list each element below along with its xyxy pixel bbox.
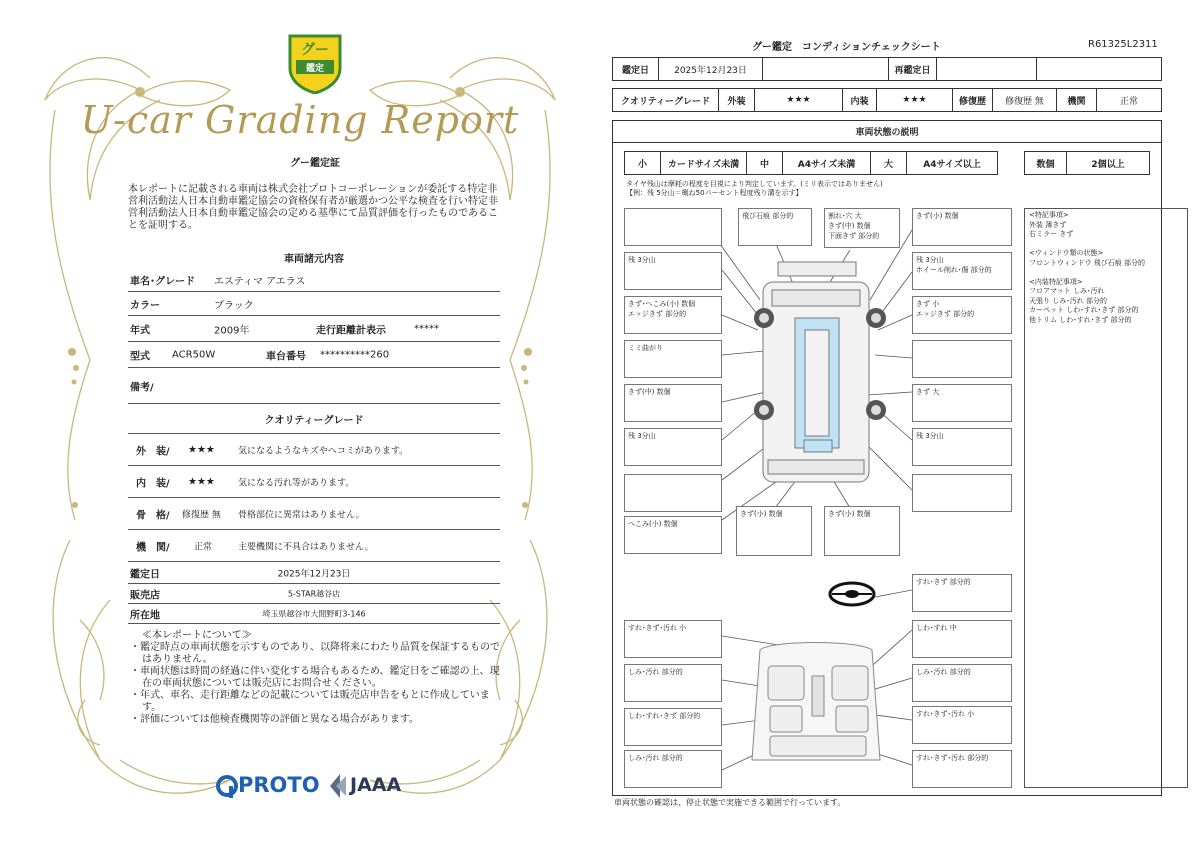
note-item: ・鑑定時点の車両状態を示すものであり、以降将来にわたり品質を保証するものではありません。 [130,642,500,665]
grade-row-engine [128,530,500,562]
engine-label: 機関 [1057,89,1097,111]
year-value: 2009年 [214,325,250,336]
repair-value: 修復歴 無 [993,89,1057,111]
exterior-label-box: きず･へこみ(小) 数個 エッジきず 部分的 [624,296,722,334]
exterior-label-box: へこみ(小) 数個 [624,516,722,554]
exterior-label-box: きず(小) 数個 [824,506,900,556]
exterior-text: 気になるようなキズやヘコミがあります。 [238,446,409,456]
date-row [128,562,500,584]
name-label: 車名･グレード [130,276,195,287]
size-large-desc: A4サイズ以上 [923,159,981,170]
grade-row-frame [128,498,500,530]
quality-title: クオリティーグレード [264,415,364,426]
exterior-label-box: きず(小) 数個 [912,208,1012,246]
interior-text: 気になる汚れ等があります。 [238,478,355,488]
count-label: 数個 [1025,152,1067,174]
svg-text:グー: グー [301,42,329,58]
footer-logos [216,772,416,800]
side-note-line: 他トリム しわ･すれ･きず 部分的 [1029,315,1132,324]
goo-kantei-badge-icon [286,30,344,94]
spec-row-name [128,268,500,292]
spec-row-color [128,292,500,316]
interior-stars: ★★★ [188,476,215,487]
engine-text: 主要機関に不具合はありません。 [238,542,374,552]
spec-row-model [128,342,500,368]
size-mid: 中 [747,152,783,174]
tire-note: タイヤ残山は摩耗の程度を目視により判定しています。(ミリ表示ではありません) [626,180,883,188]
sheet-date-value: 2025年12月23日 [659,58,763,80]
size-small: 小 [625,152,661,174]
exterior-label-box: 残 3分山 [912,428,1012,466]
mileage-value: ***** [414,323,439,334]
side-note-line: 右ミラー きず [1029,230,1074,238]
sheet-id: R61325L2311 [1088,39,1158,50]
jaaa-logo-text: JAAA [350,774,402,796]
notes-title: ≪本レポートについて≫ [142,630,252,641]
interior-label-box: しみ･汚れ 部分的 [912,664,1012,702]
proto-logo-icon [216,774,238,798]
frame-text: 骨格部位に異常はありません。 [238,510,365,520]
grade-row-interior [128,466,500,498]
side-note-line: <内装特記事項> [1029,277,1083,286]
interior-label-box: すれ･きず 部分的 [912,574,1012,612]
exterior-label-box: きず(小) 数個 [736,506,812,556]
proto-logo-text: PROTO [238,773,320,797]
special-notes-panel [1024,208,1188,788]
date-value: 2025年12月23日 [277,569,351,579]
certificate-title: グー鑑定証 [290,158,340,169]
jaaa-logo-icon [328,772,348,800]
exterior-label-box: ミミ曲がり [624,340,722,378]
exterior-label-box [624,208,722,246]
exterior-label-box [912,340,1012,378]
spec-row-remarks [128,368,500,404]
address-value: 埼玉県越谷市大間野町3-146 [262,609,366,618]
engine-label: 機 関/ [136,542,170,553]
model-label: 型式 [130,351,150,362]
steering-wheel-icon [830,583,874,605]
interior-stars: ★★★ [877,89,953,111]
sheet-title: グー鑑定 コンディションチェックシート [752,42,941,53]
sheet-date-label: 鑑定日 [613,58,659,80]
chassis-label: 車台番号 [266,351,306,362]
count-desc: 2個以上 [1091,159,1125,170]
name-value: エスティマ アエラス [214,276,306,287]
exterior-label-box: きず(中) 数個 [624,384,722,422]
dealer-value: 5-STAR越谷店 [287,589,341,598]
interior-label-box: しわ･すれ 中 [912,620,1012,658]
interior-label: 内装 [843,89,877,111]
exterior-label-box [624,474,722,512]
section-title: 車両状態の説明 [613,121,1161,143]
interior-label-box: すれ･きず･汚れ 小 [912,706,1012,744]
spec-row-year [128,316,500,342]
spec-table [128,268,500,624]
side-note-line [1029,268,1183,278]
exterior-label-box: 残 3分山 [624,428,722,466]
tire-example: 【例：残 5分山＝概ね50パーセント程度残り溝を示す】 [626,189,803,197]
report-notes [130,630,500,726]
sheet-footer-note: 車両状態の確認は、停止状態で実施できる範囲で行っています。 [614,798,846,807]
interior-label: 内 装/ [136,478,170,489]
exterior-label-box: 飛び石痕 部分的 [738,208,812,246]
exterior-label-box: 残 3分山 [624,252,722,290]
side-note-line: フロアマット しみ･汚れ [1029,287,1105,295]
side-note-line: 天張り しみ･汚れ 部分的 [1029,296,1107,305]
size-small-desc: カードサイズ未満 [661,152,747,174]
exterior-stars: ★★★ [188,444,215,455]
dealer-row [128,584,500,604]
side-note-line: <ウィンドウ類の状態> [1029,249,1104,257]
report-script-title: U-car Grading Report [80,98,520,142]
size-mid-desc: A4サイズ未満 [783,152,871,174]
engine-value: 正常 [1119,96,1138,107]
repair-label: 修復歴 [953,89,993,111]
model-value: ACR50W [172,349,216,360]
quality-label: クオリティーグレード [613,89,719,111]
exterior-label-box: 割れ･穴 大 きず(中) 数個 下面きず 部分的 [824,208,900,248]
exterior-label: 外 装/ [136,446,170,457]
engine-value: 正常 [194,542,213,552]
interior-label-box: すれ･きず･汚れ 部分的 [912,750,1012,788]
svg-text:鑑定: 鑑定 [305,64,325,74]
exterior-label-box: 残 3分山 ホイール削れ･傷 部分的 [912,252,1012,290]
interior-label-box: しみ･汚れ 部分的 [624,750,722,788]
frame-value: 修復歴 無 [182,510,221,520]
certificate-statement: 本レポートに記載される車両は株式会社プロトコーポレーションが委託する特定非営利活動法人日本自動車鑑定協会の資格保有者が厳選かつ公平な検査を行い特定非営利活動法人日本自動車鑑定協会の定める基準にて品質評価を行ったものであることを証明する。 [128,184,498,231]
grade-row-exterior [128,434,500,466]
exterior-stars: ★★★ [755,89,843,111]
exterior-label-box [912,474,1012,512]
dealer-label: 販売店 [130,590,160,601]
interior-label-box: しわ･すれ･きず 部分的 [624,708,722,746]
side-note-line: カーペット しわ･すれ･きず 部分的 [1029,306,1139,314]
address-label: 所在地 [130,610,160,621]
note-item: ・評価については他検査機関等の評価と異なる場合があります。 [130,714,419,725]
color-label: カラー [130,300,160,311]
condition-check-sheet [600,0,1200,848]
date-label: 鑑定日 [130,569,160,580]
redate-label: 再鑑定日 [889,58,937,80]
spec-section-title: 車両諸元内容 [284,254,344,265]
side-note-line: 外装 薄きず [1029,220,1067,229]
exterior-label-box: きず 大 [912,384,1012,422]
side-note-line: フロントウィンドウ 飛び石痕 部分的 [1029,258,1146,267]
mileage-label: 走行距離計表示 [316,325,386,336]
note-item: ・車両状態は時間の経過に伴い変化する場合もあるため、鑑定日をご確認の上、現在の車両状態については販売店にお問合せください。 [130,666,500,689]
quality-title-row [128,404,500,434]
side-note-line [1029,240,1183,250]
note-item: ・年式、車名、走行距離などの記載については販売店申告をもとに作成しています。 [130,690,490,713]
year-label: 年式 [130,325,150,336]
interior-label-box: しみ･汚れ 部分的 [624,664,722,702]
interior-label-box: すれ･きず･汚れ 小 [624,620,722,658]
frame-label: 骨 格/ [136,510,170,521]
exterior-label-box: きず 小 エッジきず 部分的 [912,296,1012,334]
chassis-value: **********260 [320,349,390,360]
remarks-label: 備考/ [130,382,154,393]
color-value: ブラック [214,300,254,311]
exterior-label: 外装 [719,89,755,111]
side-note-line: <特記事項> [1029,211,1069,219]
address-row [128,604,500,624]
size-large: 大 [871,152,907,174]
